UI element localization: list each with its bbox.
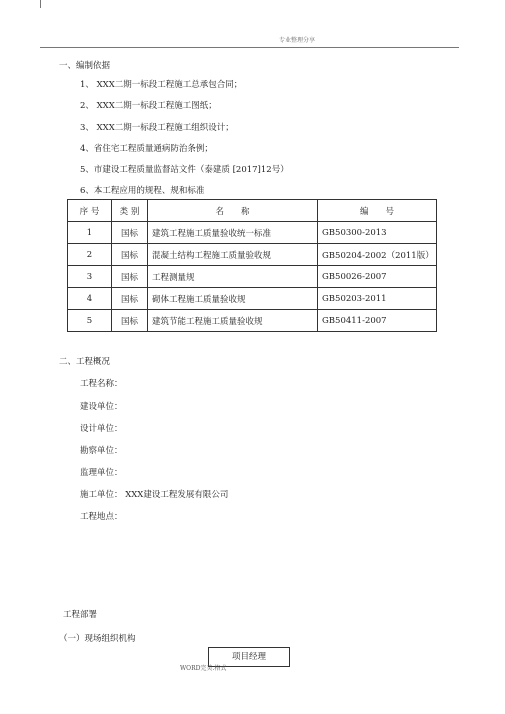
cell-category: 国标 <box>112 266 148 288</box>
col-header-name: 名 称 <box>148 200 318 222</box>
cell-code: GB50203-2011 <box>318 288 437 310</box>
overview-field-project-name: 工程名称： <box>80 379 123 389</box>
header-rule <box>40 47 459 48</box>
table-row <box>68 244 437 266</box>
col-header-code: 编 号 <box>318 200 437 222</box>
cell-seq: 4 <box>68 288 112 310</box>
org-chart-project-manager: 项目经理 <box>208 647 290 667</box>
cell-seq: 5 <box>68 310 112 332</box>
overview-field-designer: 设计单位： <box>80 424 123 434</box>
cell-category: 国标 <box>112 288 148 310</box>
cell-code: GB50411-2007 <box>318 310 437 332</box>
cell-seq: 1 <box>68 222 112 244</box>
basis-item-2: 2、 XXX二期一标段工程施工图纸； <box>80 101 217 111</box>
basis-item-4: 4、省住宅工程质量通病防治条例； <box>80 144 213 154</box>
basis-item-1: 1、 XXX二期一标段工程施工总承包合同； <box>80 80 243 90</box>
col-header-category: 类 别 <box>112 200 148 222</box>
overview-field-owner: 建设单位： <box>80 402 123 412</box>
cell-seq: 3 <box>68 266 112 288</box>
cell-name: 建筑工程施工质量验收统一标准 <box>148 222 318 244</box>
page-margin-mark <box>40 0 41 8</box>
section-heading-overview: 二、工程概况 <box>59 357 111 367</box>
overview-field-location: 工程地点： <box>80 512 123 522</box>
section-heading-basis: 一、编制依据 <box>59 61 111 71</box>
basis-item-6: 6、本工程应用的规程、规和标准 <box>80 186 205 196</box>
table-row <box>68 288 437 310</box>
table-row <box>68 222 437 244</box>
cell-name: 工程测量规 <box>148 266 318 288</box>
overview-field-supervisor: 监理单位： <box>80 468 123 478</box>
col-header-seq: 序 号 <box>68 200 112 222</box>
overview-field-contractor: 施工单位： XXX建设工程发展有限公司 <box>80 490 229 500</box>
page-footer: WORD完美.格式 <box>180 665 227 672</box>
cell-code: GB50300-2013 <box>318 222 437 244</box>
page-header: 专业整理分享 <box>278 37 315 44</box>
cell-category: 国标 <box>112 310 148 332</box>
cell-code: GB50026-2007 <box>318 266 437 288</box>
standards-table <box>67 199 437 332</box>
table-row <box>68 266 437 288</box>
cell-seq: 2 <box>68 244 112 266</box>
cell-category: 国标 <box>112 244 148 266</box>
subheading-site-organization: （一）现场组织机构 <box>59 634 136 644</box>
table-row <box>68 310 437 332</box>
table-header-row <box>68 200 437 222</box>
basis-item-3: 3、 XXX二期一标段工程施工组织设计； <box>80 123 234 133</box>
section-heading-deployment: 工程部署 <box>63 610 98 620</box>
cell-category: 国标 <box>112 222 148 244</box>
cell-name: 建筑节能工程施工质量验收规 <box>148 310 318 332</box>
cell-name: 混凝土结构工程施工质量验收规 <box>148 244 318 266</box>
cell-name: 砌体工程施工质量验收规 <box>148 288 318 310</box>
basis-item-5: 5、市建设工程质量监督站文件（泰建质 [2017]12号） <box>80 165 289 175</box>
overview-field-surveyor: 勘察单位： <box>80 446 123 456</box>
cell-code: GB50204-2002（2011版） <box>318 244 437 266</box>
